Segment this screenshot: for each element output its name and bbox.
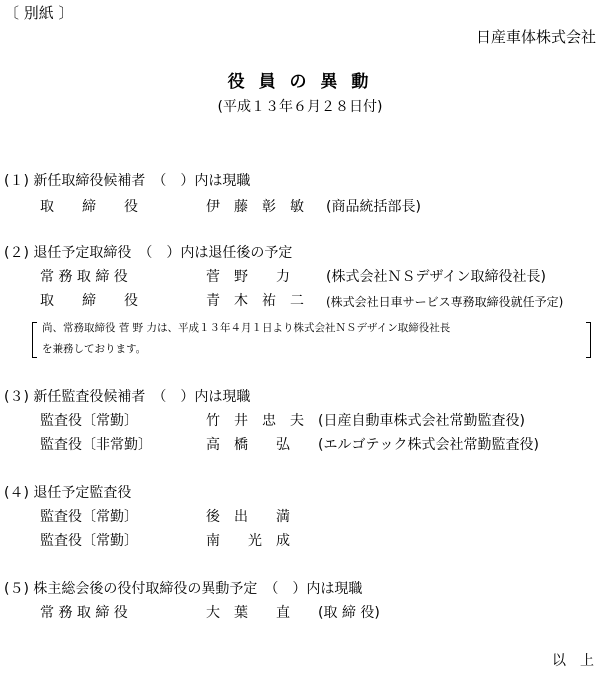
note-bracket-left	[32, 322, 37, 358]
footnote-line: 尚、常務取締役 菅 野 力は、平成１３年４月１日より株式会社ＮＳデザイン取締役社長	[42, 322, 451, 334]
page-title: 役 員 の 異 動	[227, 72, 373, 92]
person-name: 竹 井 忠 夫	[206, 413, 304, 429]
future-position: (株式会社日車サービス専務取締役就任予定)	[326, 295, 564, 309]
company-name: 日産車体株式会社	[475, 28, 596, 46]
section-heading: (５) 株主総会後の役付取締役の異動予定 （ ）内は現職	[4, 581, 363, 597]
role: 監査役〔非常勤〕	[40, 437, 152, 453]
closing-mark: 以 上	[552, 653, 594, 669]
role: 取 締 役	[40, 293, 138, 309]
person-name: 後 出 満	[206, 509, 290, 525]
role: 常 務 取 締 役	[40, 605, 128, 621]
section-heading: (２) 退任予定取締役 （ ）内は退任後の予定	[4, 245, 293, 261]
section-heading: (１) 新任取締役候補者 （ ）内は現職	[4, 173, 251, 189]
current-position: (エルゴテック株式会社常勤監査役)	[318, 437, 539, 453]
role: 常 務 取 締 役	[40, 269, 128, 285]
role: 監査役〔常勤〕	[40, 533, 138, 549]
current-position: (日産自動車株式会社常勤監査役)	[318, 413, 525, 429]
role: 監査役〔常勤〕	[40, 413, 138, 429]
person-name: 青 木 祐 二	[206, 293, 304, 309]
note-bracket-right	[586, 322, 591, 358]
role: 監査役〔常勤〕	[40, 509, 138, 525]
role: 取 締 役	[40, 199, 138, 215]
current-position: (取 締 役)	[318, 605, 380, 621]
current-position: (商品統括部長)	[326, 199, 421, 215]
footnote-line: を兼務しております。	[42, 343, 147, 355]
person-name: 南 光 成	[206, 533, 290, 549]
person-name: 高 橋 弘	[206, 437, 290, 453]
section-heading: (４) 退任予定監査役	[4, 485, 132, 501]
section-heading: (３) 新任監査役候補者 （ ）内は現職	[4, 389, 251, 405]
person-name: 菅 野 力	[206, 269, 290, 285]
future-position: (株式会社ＮＳデザイン取締役社長)	[326, 269, 546, 285]
person-name: 伊 藤 彰 敏	[206, 199, 304, 215]
person-name: 大 葉 直	[206, 605, 290, 621]
effective-date: (平成１３年６月２８日付)	[217, 99, 383, 115]
attachment-label: 〔 別紙 〕	[4, 4, 74, 22]
